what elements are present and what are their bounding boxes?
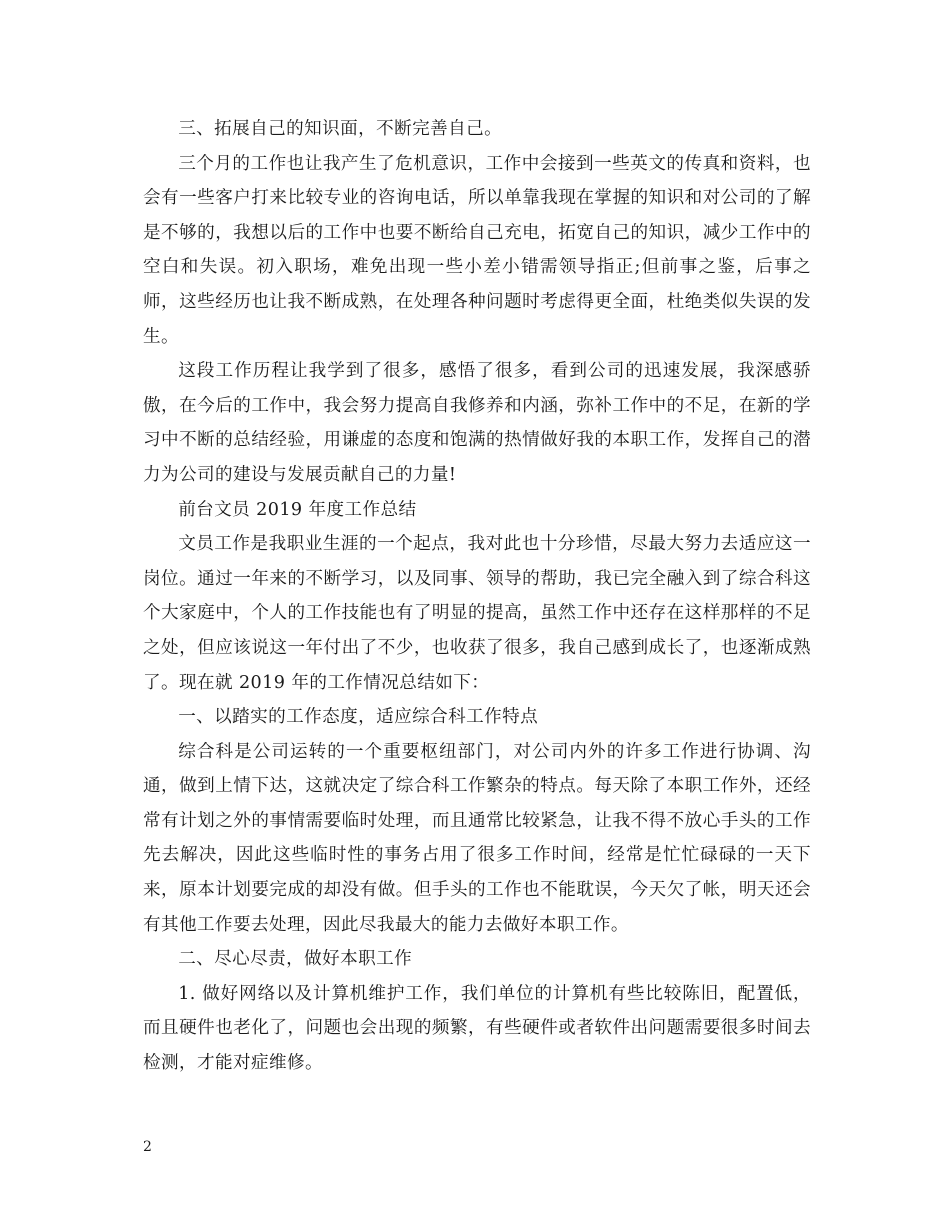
- section-heading-1: 一、以踏实的工作态度，适应综合科工作特点: [178, 707, 539, 728]
- body-paragraph: 这段工作历程让我学到了很多，感悟了很多，看到公司的迅速发展，我深感骄傲，在今后的工作中，我会努力提高自我修养和内涵，弥补工作中的不足，在新的学习中不断的总结经验，用谦虚的态度和饱满的热情做好我的本职工作，发挥自己的潜力为公司的建设与发展贡献自己的力量!: [143, 361, 811, 485]
- document-body: [143, 112, 811, 1081]
- section-heading-3: 三、拓展自己的知识面，不断完善自己。: [178, 119, 503, 139]
- page-number: 2: [143, 1139, 152, 1155]
- body-paragraph: 综合科是公司运转的一个重要枢纽部门，对公司内外的许多工作进行协调、沟通，做到上情下达，这就决定了综合科工作繁杂的特点。每天除了本职工作外，还经常有计划之外的事情需要临时处理，而且通常比较紧急，让我不得不放心手头的工作先去解决，因此这些临时性的事务占用了很多工作时间，经常是忙忙碌碌的一天下来，原本计划要完成的却没有做。但手头的工作也不能耽误，今天欠了帐，明天还会有其他工作要去处理，因此尽我最大的能力去做好本职工作。: [143, 741, 811, 935]
- body-paragraph: 1. 做好网络以及计算机维护工作，我们单位的计算机有些比较陈旧，配置低，而且硬件也老化了，问题也会出现的频繁，有些硬件或者软件出问题需要很多时间去检测，才能对症维修。: [143, 983, 811, 1074]
- section-heading-2: 二、尽心尽责，做好本职工作: [178, 949, 413, 970]
- body-paragraph: 三个月的工作也让我产生了危机意识，工作中会接到一些英文的传真和资料，也会有一些客户打来比较专业的咨询电话，所以单靠我现在掌握的知识和对公司的了解是不够的，我想以后的工作中也要不断给自己充电，拓宽自己的知识，减少工作中的空白和失误。初入职场，难免出现一些小差小错需领导指正;但前事之鉴，后事之师，这些经历也让我不断成熟，在处理各种问题时考虑得更全面，杜绝类似失误的发生。: [143, 153, 811, 347]
- document-title: 前台文员 2019 年度工作总结: [178, 499, 417, 520]
- body-paragraph: 文员工作是我职业生涯的一个起点，我对此也十分珍惜，尽最大努力去适应这一岗位。通过一年来的不断学习，以及同事、领导的帮助，我已完全融入到了综合科这个大家庭中，个人的工作技能也有了明显的提高，虽然工作中还存在这样那样的不足之处，但应该说这一年付出了不少，也收获了很多，我自己感到成长了，也逐渐成熟了。现在就 2019 年的工作情况总结如下：: [143, 534, 811, 693]
